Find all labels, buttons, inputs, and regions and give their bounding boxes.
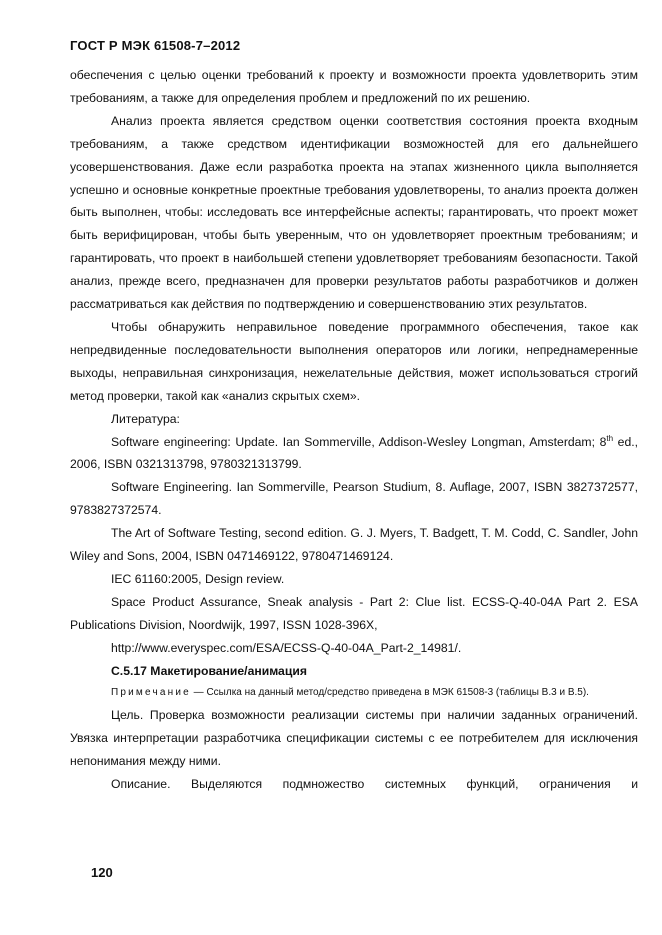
page-number: 120 xyxy=(91,865,113,880)
paragraph-continuation: обеспечения с целью оценки требований к проекту и возможности проекта удовлетворить этим требованиям, а также для определения проблем и предложений по их решению. xyxy=(70,68,638,105)
paragraph-sneak-analysis: Чтобы обнаружить неправильное поведение программного обеспечения, такое как непредвиденные последовательности выполнения операторов или логики, непреднамеренные выходы, неправильная синхронизация, нежелательные действия, может использоваться строгий метод проверки, такой как «анализ скрытых схем». xyxy=(70,319,638,403)
reference-item: The Art of Software Testing, second edition. G. J. Myers, T. Badgett, T. M. Codd, C. Sandler, John Wiley and Sons, 2004, ISBN 0471469122, 9780471469124. xyxy=(70,526,638,564)
paragraph-description: Описание. Выделяются подмножество системных функций, ограничения и xyxy=(111,777,638,792)
note-label: Примечание xyxy=(111,687,191,699)
reference-link: http://www.everyspec.com/ESA/ECSS-Q-40-04A_Part-2_14981/. xyxy=(111,640,462,655)
reference-superscript: th xyxy=(606,433,614,443)
reference-item: Software Engineering. Ian Sommerville, Pearson Studium, 8. Auflage, 2007, ISBN 3827372577, 9783827372574. xyxy=(70,480,638,518)
document-header: ГОСТ Р МЭК 61508-7–2012 xyxy=(70,38,241,53)
reference-item: Space Product Assurance, Sneak analysis - Part 2: Clue list. ECSS-Q-40-04A Part 2. ESA Publications Division, Noordwijk, 1997, ISSN 1028-396X, xyxy=(70,594,638,632)
reference-item: IEC 61160:2005, Design review. xyxy=(111,571,285,586)
reference-item xyxy=(70,431,638,477)
note xyxy=(70,684,638,702)
document-body xyxy=(70,64,638,796)
paragraph-design-analysis: Анализ проекта является средством оценки соответствия состояния проекта входным требованиям, а также средством идентификации возможностей для его дальнейшего усовершенствования. Даже если разработка проекта на этапах жизненного цикла выполняется успешно и основные конкретные проектные требования удовлетворены, то анализ проекта должен быть выполнен, чтобы: исследовать все интерфейсные аспекты; гарантировать, что проект может быть верифицирован, чтобы быть уверенным, что он удовлетворяет проектным требованиям; и гарантировать, что проект в наибольшей степени удовлетворяет требованиям безопасности. Такой анализ, прежде всего, предназначен для проверки результатов работы разработчиков и должен рассматриваться как действия по подтверждению и совершенствованию этих результатов. xyxy=(70,113,638,312)
note-text: — Ссылка на данный метод/средство приведена в МЭК 61508-3 (таблицы В.3 и В.5). xyxy=(190,687,589,699)
section-heading: С.5.17 Макетирование/анимация xyxy=(111,663,307,678)
paragraph-goal: Цель. Проверка возможности реализации системы при наличии заданных ограничений. Увязка интерпретации разработчика спецификации системы с ее потребителем для исключения непонимания между ними. xyxy=(70,708,638,769)
reference-text: Software engineering: Update. Ian Sommerville, Addison-Wesley Longman, Amsterdam; 8 xyxy=(111,434,607,449)
reference-text: ed., 2006, ISBN 0321313798, 9780321313799. xyxy=(70,434,638,472)
literature-label: Литература: xyxy=(111,411,180,426)
